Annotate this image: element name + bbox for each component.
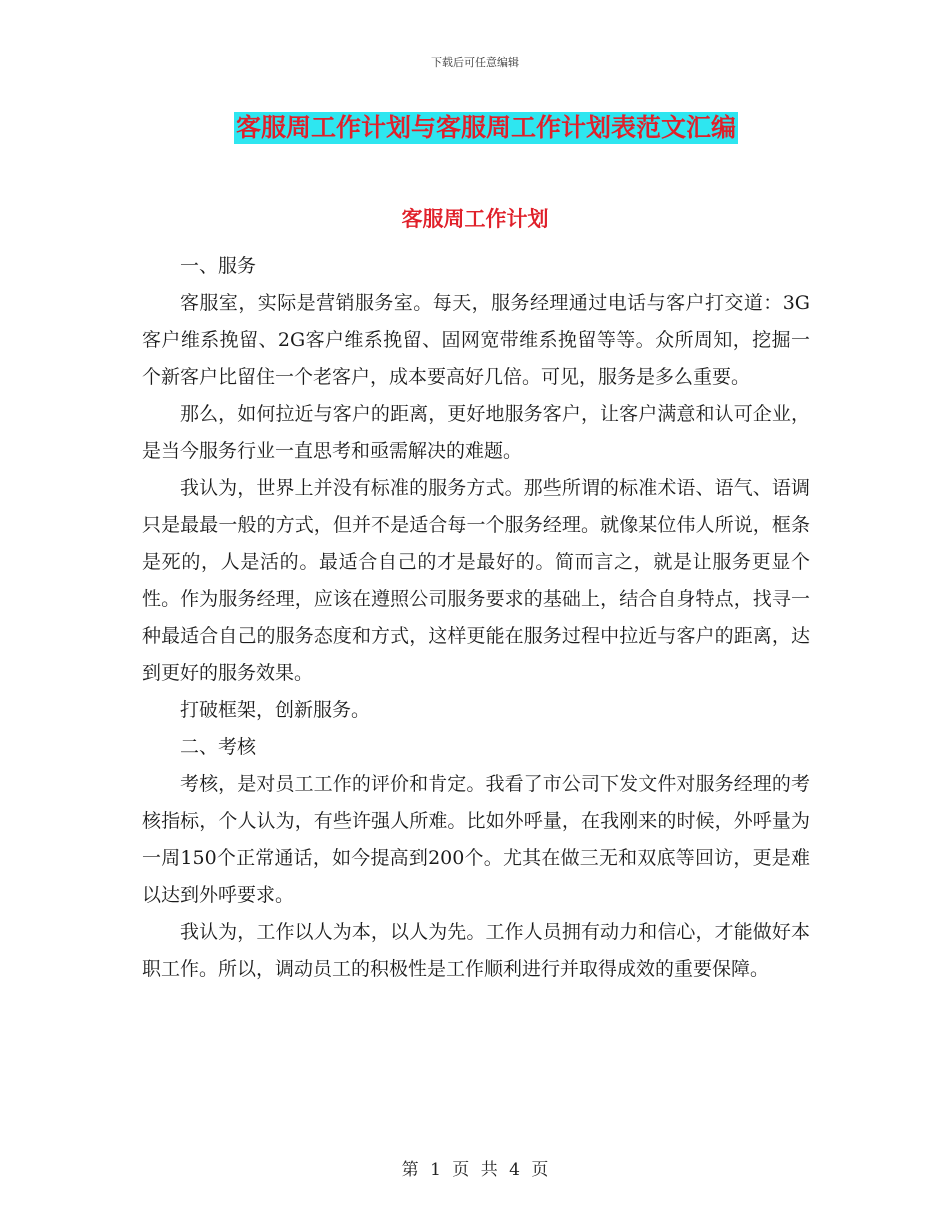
page-footer: 第 1 页 共 4 页: [401, 1160, 549, 1180]
paragraph: 那么，如何拉近与客户的距离，更好地服务客户，让客户满意和认可企业，是当今服务行业一直思考和亟需解决的难题。: [142, 403, 810, 462]
section-title: 客服周工作计划: [401, 206, 549, 231]
heading-service: 一、服务: [180, 255, 257, 277]
document-title: 客服周工作计划与客服周工作计划表范文汇编: [236, 113, 737, 142]
paragraph: 我认为，工作以人为本，以人为先。工作人员拥有动力和信心，才能做好本职工作。所以，调动员工的积极性是工作顺利进行并取得成效的重要保障。: [142, 921, 810, 980]
paragraph: 打破框架，创新服务。: [180, 699, 371, 721]
document-body: [142, 248, 810, 988]
header-note: 下载后可任意编辑: [431, 56, 519, 69]
paragraph: 考核，是对员工工作的评价和肯定。我看了市公司下发文件对服务经理的考核指标，个人认为，有些许强人所难。比如外呼量，在我刚来的时候，外呼量为一周150个正常通话，如今提高到200个。尤其在做三无和双底等回访，更是难以达到外呼要求。: [142, 773, 810, 906]
paragraph: 客服室，实际是营销服务室。每天，服务经理通过电话与客户打交道：3G客户维系挽留、2G客户维系挽留、固网宽带维系挽留等等。众所周知，挖掘一个新客户比留住一个老客户，成本要高好几倍。可见，服务是多么重要。: [142, 292, 810, 388]
heading-assessment: 二、考核: [180, 736, 257, 758]
paragraph: 我认为，世界上并没有标准的服务方式。那些所谓的标准术语、语气、语调只是最最一般的方式，但并不是适合每一个服务经理。就像某位伟人所说，框条是死的，人是活的。最适合自己的才是最好的。简而言之，就是让服务更显个性。作为服务经理，应该在遵照公司服务要求的基础上，结合自身特点，找寻一种最适合自己的服务态度和方式，这样更能在服务过程中拉近与客户的距离，达到更好的服务效果。: [142, 477, 810, 684]
